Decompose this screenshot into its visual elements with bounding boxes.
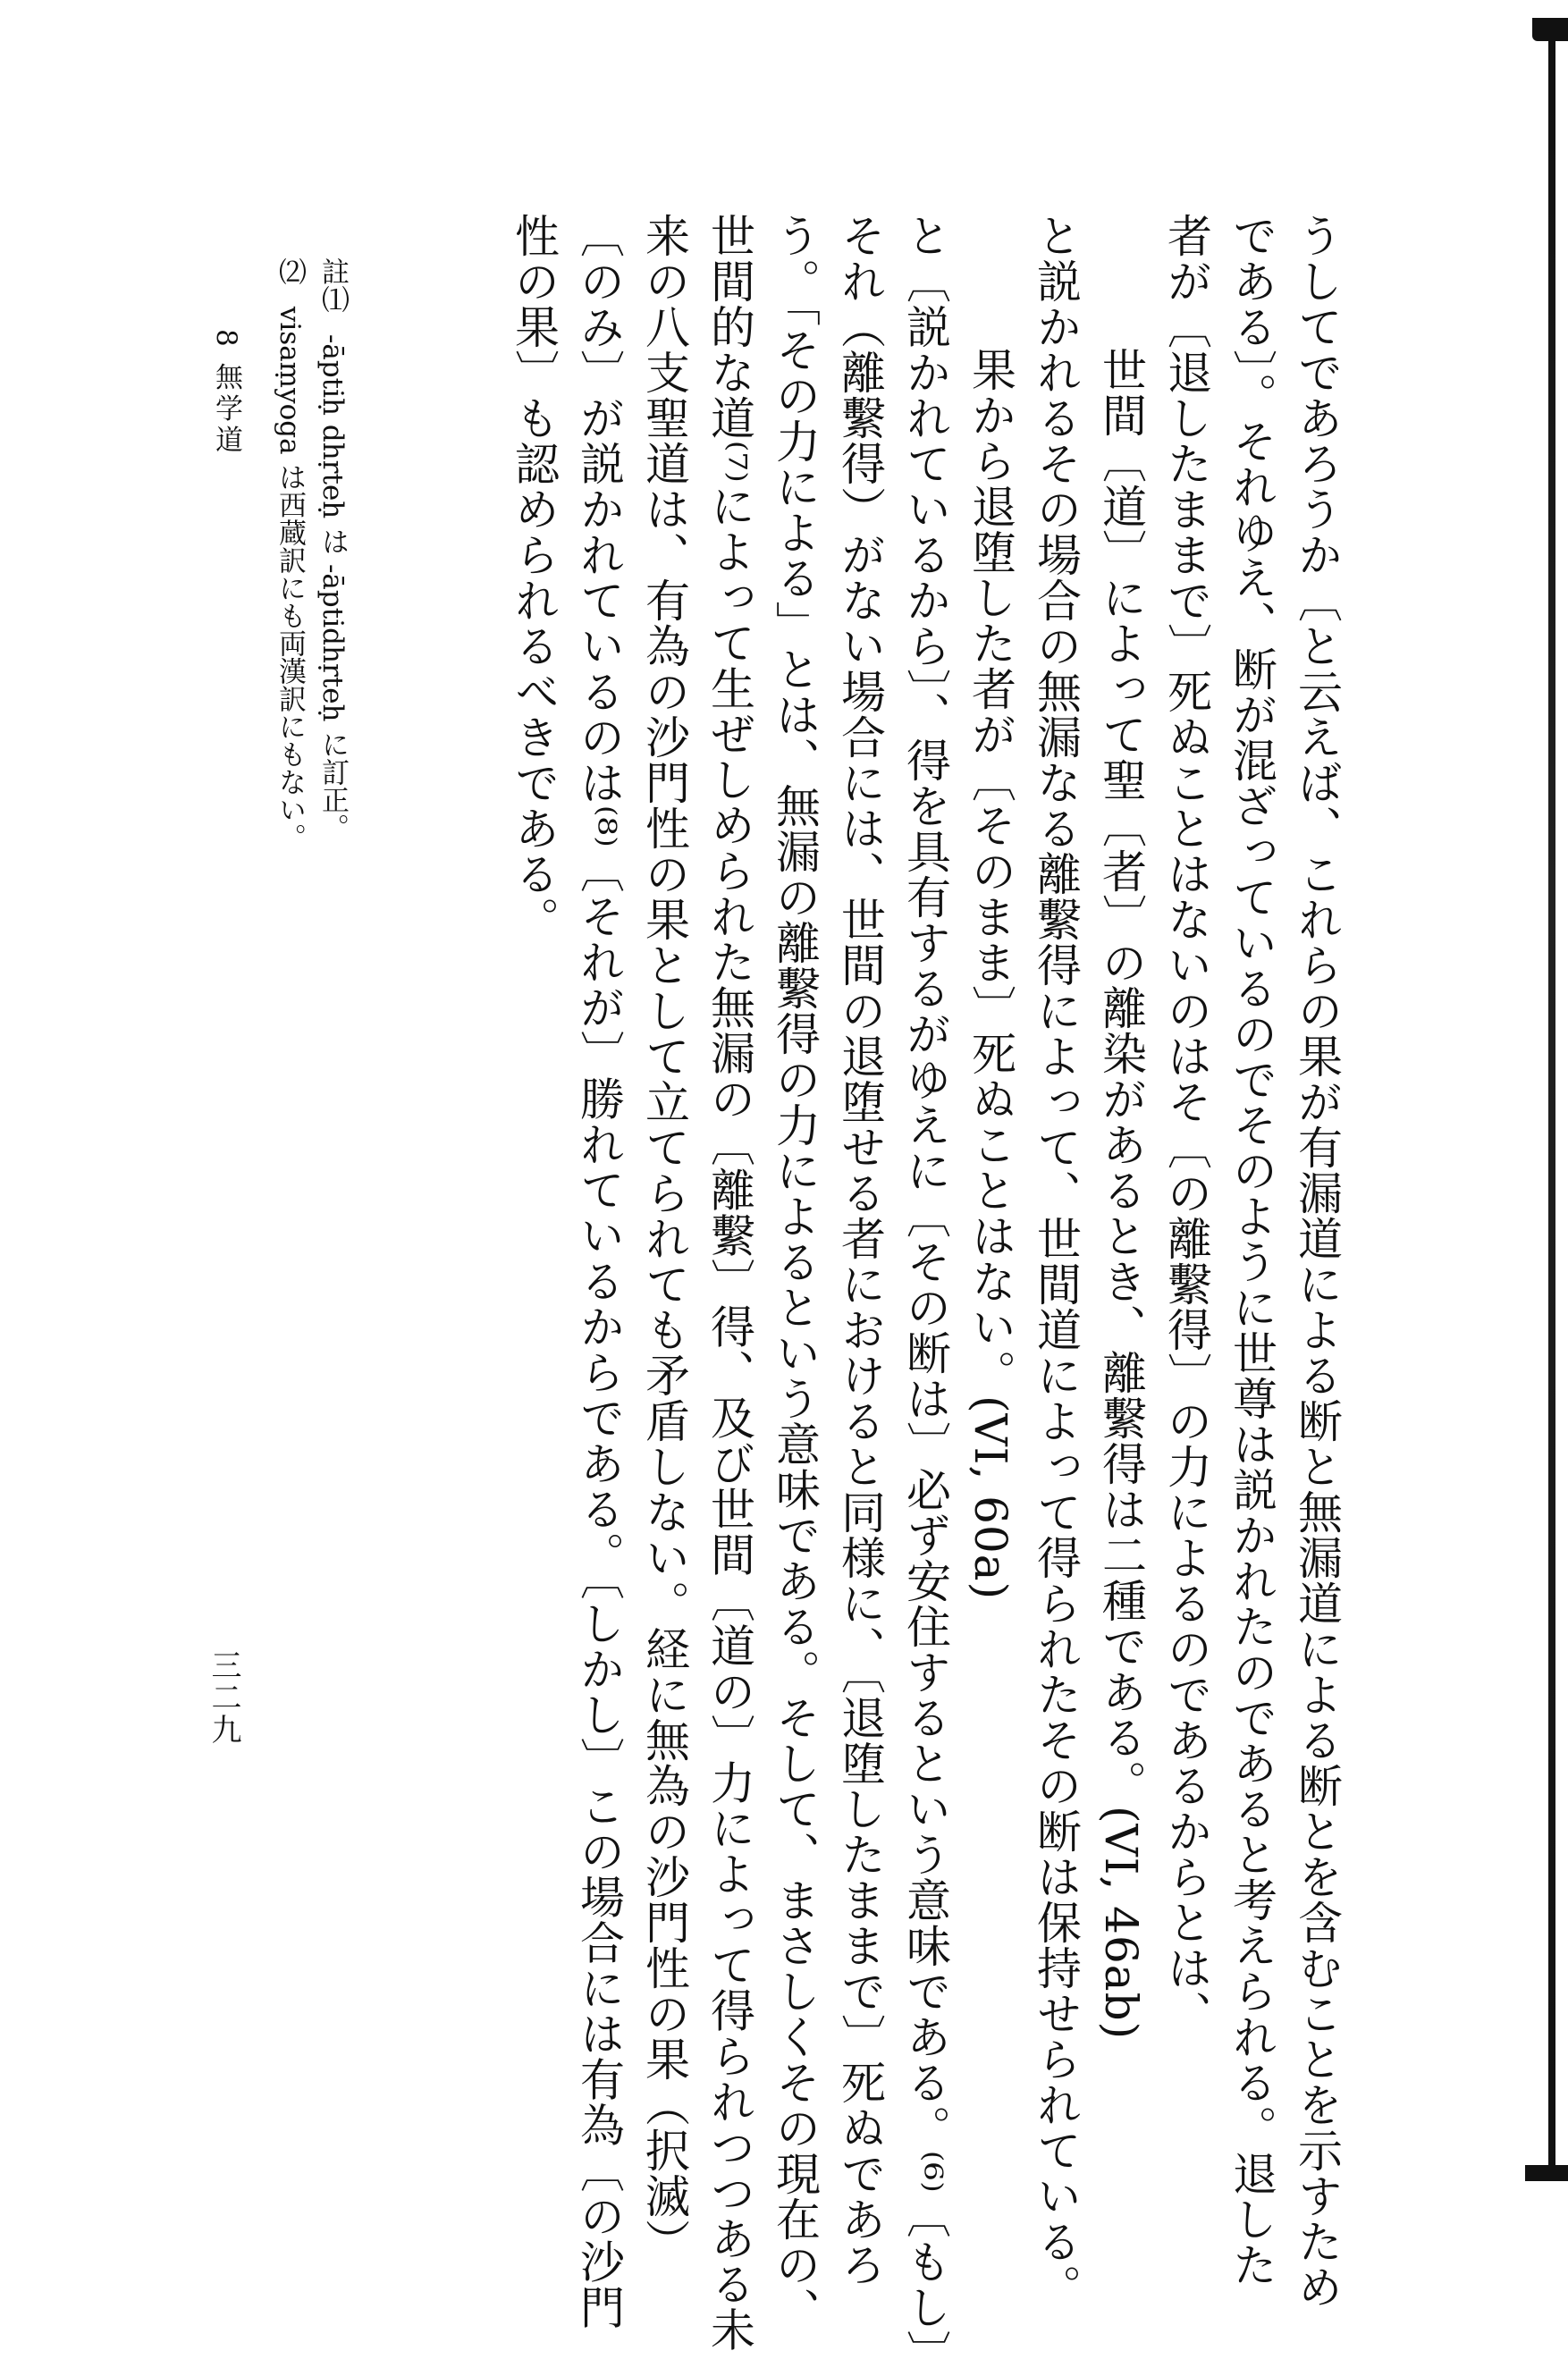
footnote-text: -āptiḥ dhṛteḥ は -āptidhṛteḥ に訂正。 <box>316 333 349 842</box>
text-column: う。「その力による」とは、無漏の離繫得の力によるという意味である。そして、まさしくその現在の、 <box>769 213 821 2333</box>
footnotes-block <box>268 257 354 1151</box>
text-column: 〔のみ〕が説かれているのは⁽⁸⁾〔それが〕勝れているからである。〔しかし〕この場合には有為〔の沙門 <box>573 213 625 2330</box>
footnote-number: 註⑴ <box>316 257 349 313</box>
text-column: 者が〔退したままで〕死ぬことはないのはそ〔の離繫得〕の力によるのであるからとは、 <box>1160 213 1212 2036</box>
text-column: 性の果〕も認められるべきである。 <box>508 213 560 942</box>
footnote-number: ⑵ <box>274 257 306 285</box>
text-column: 世間的な道⁽⁷⁾によって生ぜしめられた無漏の〔離繫〕得、及び世間〔道の〕力によって得られつつある未 <box>704 213 755 2353</box>
main-text-block <box>501 213 1349 2376</box>
text-column: と〔説かれているから〕、得を具有するがゆえに〔その断は〕必ず安住するという意味である。⁽⁶⁾〔もし〕 <box>899 213 951 2376</box>
running-head: 8 無学道 <box>210 329 242 457</box>
footnote-item <box>268 257 311 1151</box>
binding-edge-line <box>1548 36 1555 2181</box>
text-column: 来の八支聖道は、有為の沙門性の果として立てられても矛盾しない。経に無為の沙門性の果（択滅） <box>638 213 690 2264</box>
quoted-verse-column: 世間〔道〕によって聖〔者〕の離染があるとき、離繫得は二種である。(VI, 46ab) <box>1095 347 1147 2041</box>
binding-edge-bottom <box>1525 2165 1568 2181</box>
page-number: 三二九 <box>206 1649 241 1746</box>
footnote-item <box>311 257 354 1151</box>
text-column: それ（離繫得）がない場合には、世間の退堕せる者におけると同様に、〔退堕したままで〕死ぬであろ <box>834 213 886 2288</box>
text-column: である〕。それゆえ、断が混ざっているのでそのように世尊は説かれたのであると考えられる。退した <box>1226 213 1277 2288</box>
footnote-text: visaṃyoga は西蔵訳にも両漢訳にもない。 <box>274 306 306 852</box>
text-column: と説かれるその場合の無漏なる離繫得によって、世間道によって得られたその断は保持せられている。 <box>1030 213 1082 2310</box>
quoted-verse-column: 果から退堕した者が〔そのまま〕死ぬことはない。(VI, 60a) <box>965 347 1016 1601</box>
text-column: うしてであろうか〔と云えば、これらの果が有漏道による断と無漏道による断とを含むことを示すため <box>1291 213 1343 2310</box>
